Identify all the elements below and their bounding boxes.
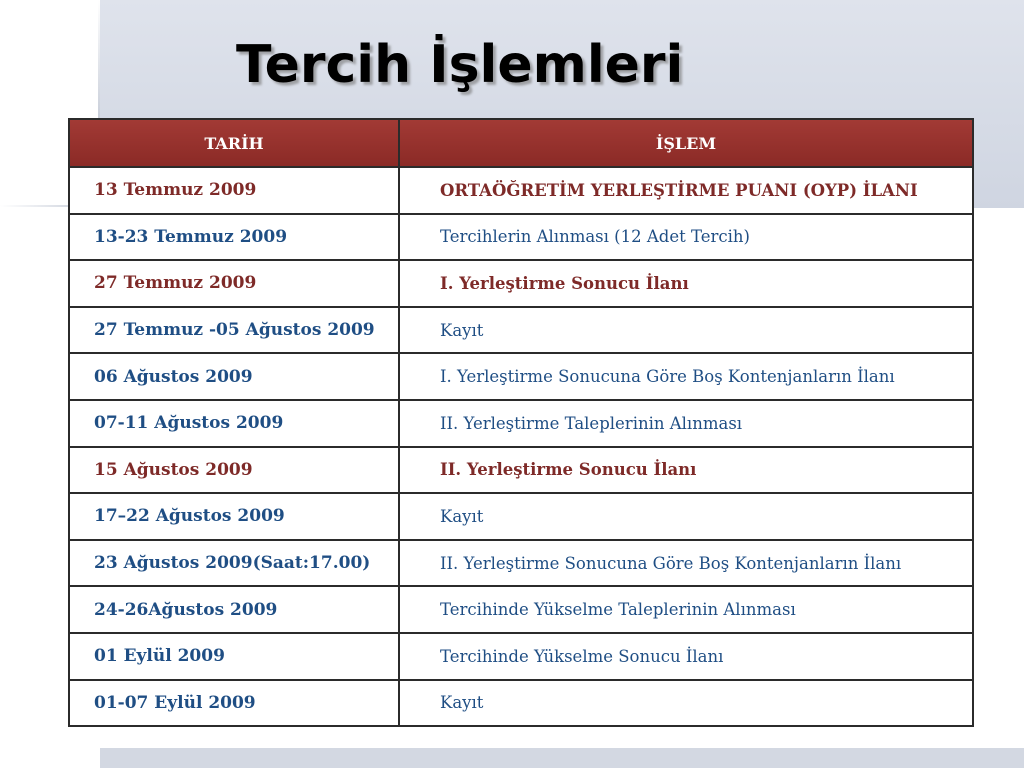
background-divider-vertical	[98, 0, 100, 130]
row-date: 17–22 Ağustos 2009	[69, 493, 399, 540]
row-date: 06 Ağustos 2009	[69, 353, 399, 400]
table-row	[69, 586, 973, 633]
row-action: Kayıt	[399, 680, 973, 727]
row-action: Kayıt	[399, 307, 973, 354]
row-action: Tercihinde Yükselme Taleplerinin Alınması	[399, 586, 973, 633]
table-row	[69, 447, 973, 494]
table-row	[69, 493, 973, 540]
table-row	[69, 167, 973, 214]
row-action: ORTAÖĞRETİM YERLEŞTİRME PUANI (OYP) İLANI	[399, 167, 973, 214]
row-date: 07-11 Ağustos 2009	[69, 400, 399, 447]
row-date: 23 Ağustos 2009(Saat:17.00)	[69, 540, 399, 587]
row-date: 15 Ağustos 2009	[69, 447, 399, 494]
row-action: II. Yerleştirme Sonucu İlanı	[399, 447, 973, 494]
table-row	[69, 307, 973, 354]
header-date: TARİH	[69, 119, 399, 167]
row-date: 13-23 Temmuz 2009	[69, 214, 399, 261]
table-row	[69, 353, 973, 400]
row-action: I. Yerleştirme Sonucuna Göre Boş Kontenjanların İlanı	[399, 353, 973, 400]
row-action: Kayıt	[399, 493, 973, 540]
row-date: 01 Eylül 2009	[69, 633, 399, 680]
row-date: 27 Temmuz 2009	[69, 260, 399, 307]
table-body	[69, 167, 973, 726]
table-row	[69, 400, 973, 447]
row-action: Tercihinde Yükselme Sonucu İlanı	[399, 633, 973, 680]
schedule-table	[68, 118, 974, 727]
table-row	[69, 260, 973, 307]
row-action: Tercihlerin Alınması (12 Adet Tercih)	[399, 214, 973, 261]
table-row	[69, 680, 973, 727]
slide-title: Tercih İşlemleri	[236, 35, 684, 95]
background-block-bottom	[100, 748, 1024, 768]
row-action: II. Yerleştirme Sonucuna Göre Boş Kontenjanların İlanı	[399, 540, 973, 587]
header-action: İŞLEM	[399, 119, 973, 167]
row-date: 13 Temmuz 2009	[69, 167, 399, 214]
row-date: 24-26Ağustos 2009	[69, 586, 399, 633]
table-row	[69, 633, 973, 680]
row-date: 01-07 Eylül 2009	[69, 680, 399, 727]
row-action: II. Yerleştirme Taleplerinin Alınması	[399, 400, 973, 447]
table-row	[69, 540, 973, 587]
row-action: I. Yerleştirme Sonucu İlanı	[399, 260, 973, 307]
table-row	[69, 214, 973, 261]
row-date: 27 Temmuz -05 Ağustos 2009	[69, 307, 399, 354]
table-header-row	[69, 119, 973, 167]
